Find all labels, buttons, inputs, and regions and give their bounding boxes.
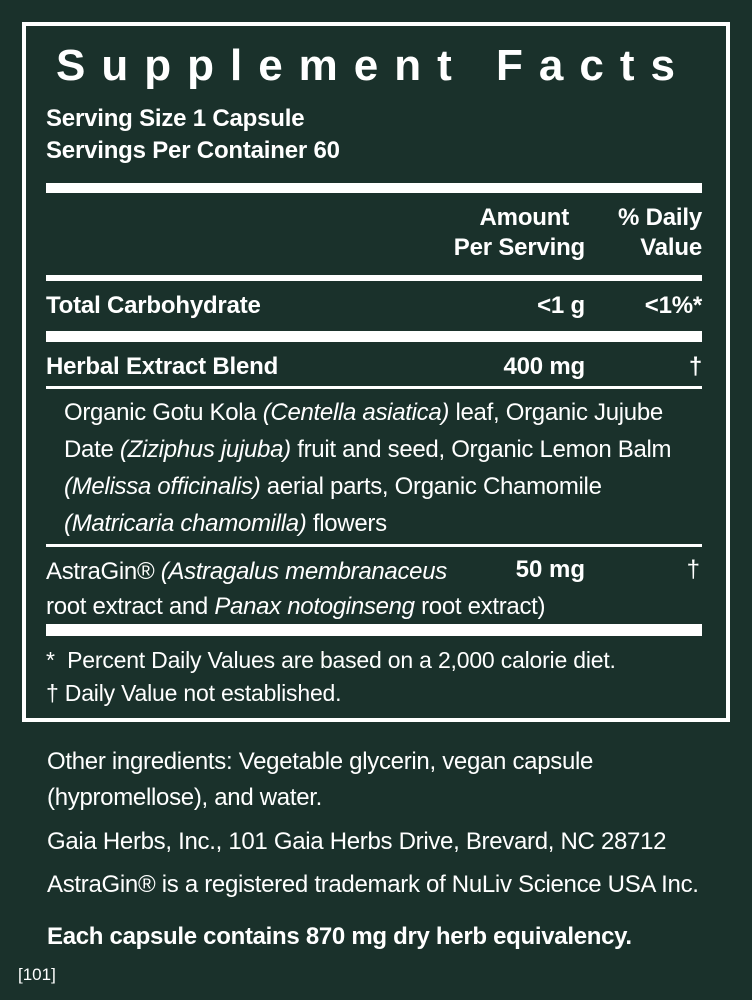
blend-line: (Melissa officinalis) aerial parts, Organic Chamomile xyxy=(64,473,602,500)
column-headers-row xyxy=(46,193,702,275)
ingredient-daily-value: † xyxy=(688,353,702,380)
other-ingredients-text xyxy=(47,744,712,816)
ingredient-amount: <1 g xyxy=(537,292,585,319)
divider-thick-footnotes xyxy=(46,624,702,636)
servings-per-container-text: Servings Per Container 60 xyxy=(46,137,340,164)
ingredient-name: Total Carbohydrate xyxy=(46,292,261,319)
ingredient-daily-value: † xyxy=(686,556,700,583)
reference-tag: [101] xyxy=(18,965,56,984)
row-herbal-extract-blend xyxy=(46,342,702,386)
daily-value-header xyxy=(585,203,702,263)
ingredient-name: Herbal Extract Blend xyxy=(46,353,279,380)
footnote-percent-daily-value: * Percent Daily Values are based on a 2,000 calorie diet. xyxy=(46,647,616,673)
divider-thick-top xyxy=(46,183,702,193)
astragin-name-line2: root extract and Panax notoginseng root extract) xyxy=(46,593,546,620)
trademark-note-text: AstraGin® is a registered trademark of NuLiv Science USA Inc. xyxy=(47,871,699,898)
astragin-name-line1: AstraGin® (Astragalus membranaceus xyxy=(46,558,447,585)
ingredient-amount: 400 mg xyxy=(503,353,585,380)
blend-line: (Matricaria chamomilla) flowers xyxy=(64,510,387,537)
footnotes-section xyxy=(46,636,702,710)
blend-line: Organic Gotu Kola (Centella asiatica) leaf, Organic Jujube xyxy=(64,399,663,426)
ingredient-daily-value: <1%* xyxy=(644,292,702,319)
serving-size-text: Serving Size 1 Capsule xyxy=(46,105,305,132)
amount-header-line1: Amount xyxy=(479,204,569,231)
daily-value-header-line1: % Daily xyxy=(618,204,702,231)
divider-thick-carbohydrate xyxy=(46,331,702,342)
herb-equivalency-text: Each capsule contains 870 mg dry herb equivalency. xyxy=(47,923,632,950)
footnote-daily-value-not-established: † Daily Value not established. xyxy=(46,680,342,706)
row-astragin xyxy=(46,547,702,624)
amount-per-serving-header xyxy=(435,203,585,263)
blend-line: Date (Ziziphus jujuba) fruit and seed, Organic Lemon Balm xyxy=(64,436,672,463)
row-total-carbohydrate xyxy=(46,281,702,331)
blend-ingredients-paragraph xyxy=(46,389,702,544)
supplement-facts-panel xyxy=(22,22,730,722)
below-panel-section xyxy=(47,744,712,952)
ingredient-amount: 50 mg xyxy=(515,556,585,583)
manufacturer-address-text: Gaia Herbs, Inc., 101 Gaia Herbs Drive, Brevard, NC 28712 xyxy=(47,828,667,855)
amount-header-line2: Per Serving xyxy=(453,234,585,261)
daily-value-header-line2: Value xyxy=(640,234,702,261)
other-ingredients-line2: (hypromellose), and water. xyxy=(47,784,322,811)
other-ingredients-line1: Other ingredients: Vegetable glycerin, vegan capsule xyxy=(47,748,594,775)
panel-title: Supplement Facts xyxy=(56,41,691,90)
